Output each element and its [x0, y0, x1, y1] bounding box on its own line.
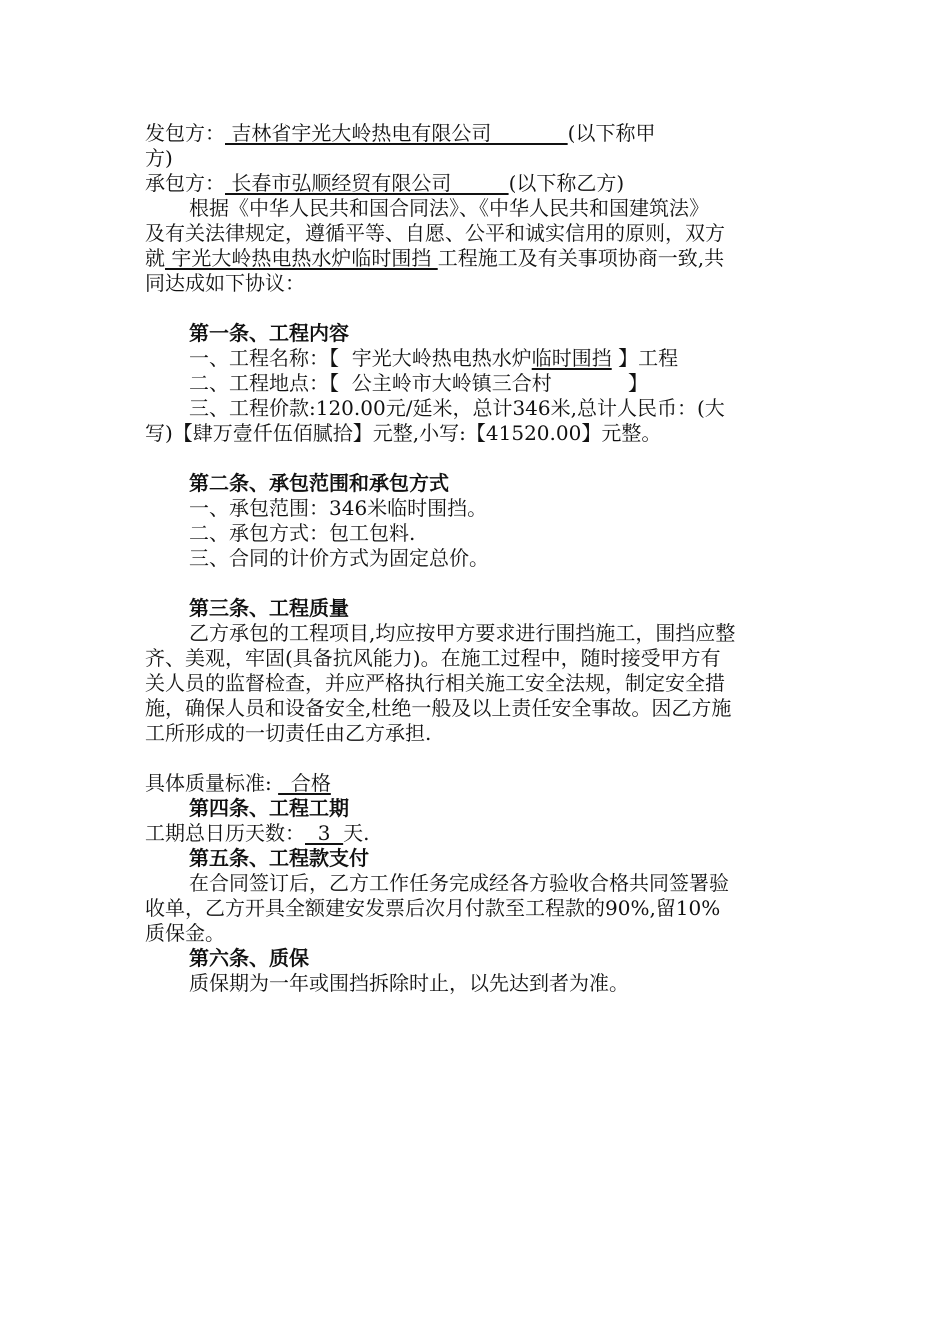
scope-line: 一、承包范围：346米临时围挡。 [189, 496, 488, 520]
quality-line-3: 关人员的监督检查，并应严格执行相关施工安全法规，制定安全措 [145, 671, 725, 695]
employer-suffix-cont: 方) [145, 146, 173, 170]
article-2-title: 第二条、承包范围和承包方式 [189, 471, 449, 495]
quality-line-4: 施，确保人员和设备安全,杜绝一般及以上责任安全事故。因乙方施 [145, 696, 732, 720]
article-3-title: 第三条、工程质量 [189, 596, 349, 620]
article-6-title: 第六条、质保 [189, 946, 309, 970]
contractor-suffix: (以下称乙方) [508, 171, 625, 195]
article-4-title: 第四条、工程工期 [189, 796, 349, 820]
preamble-suffix: 工程施工及有关事项协商一致,共 [437, 246, 725, 270]
preamble-line-4: 同达成如下协议： [145, 271, 305, 295]
employer-line [145, 121, 810, 146]
project-price-line-2: 写)【肆万壹仟伍佰腻拾】元整,小写:【41520.00】元整。 [145, 421, 662, 445]
article-1-title: 第一条、工程内容 [189, 321, 349, 345]
method-line: 二、承包方式：包工包料. [189, 521, 416, 545]
employer-label: 发包方： [145, 121, 225, 145]
employer-name: 吉林省宇光大岭热电有限公司 [225, 121, 568, 145]
quality-line-2: 齐、美观，牢固(具备抗风能力)。在施工过程中，随时接受甲方有 [145, 646, 721, 670]
quality-line-1: 乙方承包的工程项目,均应按甲方要求进行围挡施工，围挡应整 [189, 621, 736, 645]
project-name-underlined: 临时围挡 [531, 346, 612, 370]
payment-line-2: 收单，乙方开具全额建安发票后次月付款至工程款的90%,留10% [145, 896, 721, 920]
quality-standard-label: 具体质量标准: [145, 771, 279, 795]
project-location-line: 二、工程地点：【 公主岭市大岭镇三合村 】 [189, 371, 649, 395]
pricing-line: 三、合同的计价方式为固定总价。 [189, 546, 489, 570]
contractor-label: 承包方： [145, 171, 225, 195]
warranty-line-1: 质保期为一年或围挡拆除时止，以先达到者为准。 [189, 971, 629, 995]
duration-line [145, 821, 810, 846]
contractor-line [145, 171, 810, 196]
quality-line-5: 工所形成的一切责任由乙方承担. [145, 721, 432, 745]
payment-line-3: 质保金。 [145, 921, 225, 945]
quality-standard-line [145, 771, 810, 796]
quality-standard-value: 合格 [278, 771, 331, 795]
payment-line-1: 在合同签订后，乙方工作任务完成经各方验收合格共同签署验 [189, 871, 729, 895]
preamble-line-2: 及有关法律规定，遵循平等、自愿、公平和诚实信用的原则，双方 [145, 221, 725, 245]
project-name-line [145, 346, 810, 371]
project-name: 宇光大岭热电热水炉临时围挡 [165, 246, 438, 270]
project-price-line-1: 三、工程价款:120.00元/延米，总计346米,总计人民币：(大 [189, 396, 725, 420]
duration-value: 3 [305, 821, 344, 845]
article-5-title: 第五条、工程款支付 [189, 846, 369, 870]
project-name-suffix: 】工程 [611, 346, 679, 370]
duration-label: 工期总日历天数： [145, 821, 305, 845]
duration-unit: 天. [343, 821, 370, 845]
contract-page [145, 121, 810, 996]
employer-suffix: (以下称甲 [567, 121, 656, 145]
preamble-line-3 [145, 246, 810, 271]
project-name-prefix: 一、工程名称：【 宇光大岭热电热水炉 [189, 346, 532, 370]
contractor-name: 长春市弘顺经贸有限公司 [225, 171, 509, 195]
preamble-prefix: 就 [145, 246, 165, 270]
preamble-line-1: 根据《中华人民共和国合同法》、《中华人民共和国建筑法》 [189, 196, 709, 220]
